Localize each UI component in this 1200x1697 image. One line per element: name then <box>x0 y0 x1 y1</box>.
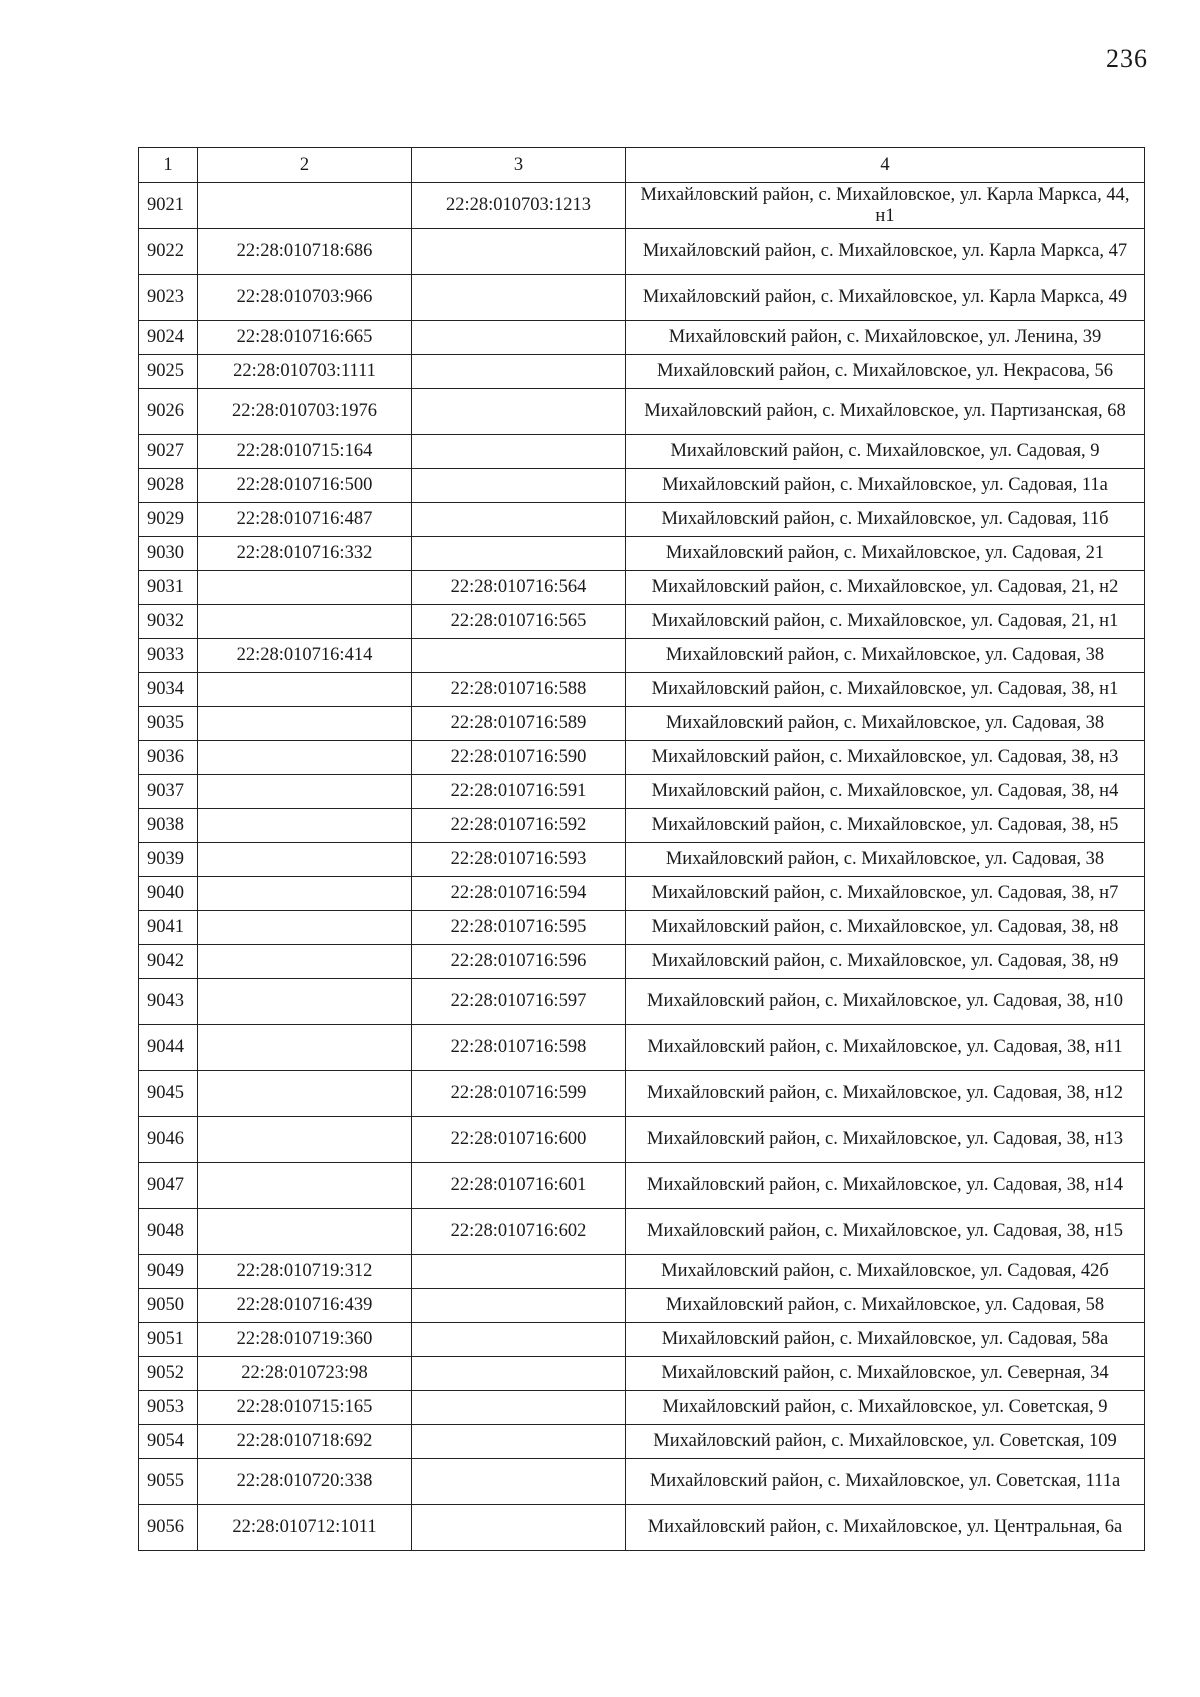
address-cell: Михайловский район, с. Михайловское, ул. Садовая, 38, н12 <box>626 1071 1145 1117</box>
table-row <box>139 537 1145 571</box>
cadastral-number-cell <box>198 1117 412 1163</box>
table-row <box>139 183 1145 229</box>
table-row <box>139 639 1145 673</box>
cadastral-number-cell <box>198 741 412 775</box>
cadastral-number-building-cell: 22:28:010716:592 <box>412 809 626 843</box>
table-row <box>139 469 1145 503</box>
cadastral-number-cell: 22:28:010703:1976 <box>198 389 412 435</box>
row-number-cell: 9027 <box>139 435 198 469</box>
cadastral-number-cell <box>198 707 412 741</box>
cadastral-number-cell: 22:28:010703:966 <box>198 275 412 321</box>
column-header-4: 4 <box>626 148 1145 183</box>
cadastral-number-building-cell <box>412 355 626 389</box>
row-number-cell: 9033 <box>139 639 198 673</box>
cadastral-number-building-cell: 22:28:010716:597 <box>412 979 626 1025</box>
table-row <box>139 321 1145 355</box>
column-header-1: 1 <box>139 148 198 183</box>
row-number-cell: 9052 <box>139 1357 198 1391</box>
row-number-cell: 9028 <box>139 469 198 503</box>
row-number-cell: 9043 <box>139 979 198 1025</box>
cadastral-number-building-cell: 22:28:010716:590 <box>412 741 626 775</box>
cadastral-number-cell: 22:28:010715:165 <box>198 1391 412 1425</box>
address-cell: Михайловский район, с. Михайловское, ул. Карла Маркса, 44, н1 <box>626 183 1145 229</box>
table-row <box>139 435 1145 469</box>
row-number-cell: 9039 <box>139 843 198 877</box>
cadastral-number-cell: 22:28:010716:500 <box>198 469 412 503</box>
address-cell: Михайловский район, с. Михайловское, ул. Садовая, 11а <box>626 469 1145 503</box>
row-number-cell: 9032 <box>139 605 198 639</box>
address-cell: Михайловский район, с. Михайловское, ул. Некрасова, 56 <box>626 355 1145 389</box>
address-cell: Михайловский район, с. Михайловское, ул. Садовая, 38, н11 <box>626 1025 1145 1071</box>
address-cell: Михайловский район, с. Михайловское, ул. Садовая, 38, н4 <box>626 775 1145 809</box>
address-cell: Михайловский район, с. Михайловское, ул. Советская, 9 <box>626 1391 1145 1425</box>
table-row <box>139 1255 1145 1289</box>
table-row <box>139 229 1145 275</box>
row-number-cell: 9035 <box>139 707 198 741</box>
table-row <box>139 503 1145 537</box>
table-row <box>139 1505 1145 1551</box>
table-row <box>139 809 1145 843</box>
cadastral-number-building-cell: 22:28:010716:591 <box>412 775 626 809</box>
table-row <box>139 775 1145 809</box>
row-number-cell: 9054 <box>139 1425 198 1459</box>
address-cell: Михайловский район, с. Михайловское, ул. Садовая, 38, н15 <box>626 1209 1145 1255</box>
cadastral-number-cell: 22:28:010723:98 <box>198 1357 412 1391</box>
cadastral-number-cell: 22:28:010718:692 <box>198 1425 412 1459</box>
row-number-cell: 9050 <box>139 1289 198 1323</box>
table-row <box>139 605 1145 639</box>
cadastral-number-building-cell <box>412 275 626 321</box>
cadastral-number-cell <box>198 809 412 843</box>
cadastral-number-cell <box>198 1209 412 1255</box>
table-header-row <box>139 148 1145 183</box>
cadastral-number-building-cell: 22:28:010703:1213 <box>412 183 626 229</box>
address-cell: Михайловский район, с. Михайловское, ул. Садовая, 58 <box>626 1289 1145 1323</box>
table-row <box>139 1357 1145 1391</box>
cadastral-number-cell <box>198 673 412 707</box>
table-row <box>139 1209 1145 1255</box>
cadastral-number-building-cell: 22:28:010716:601 <box>412 1163 626 1209</box>
table-row <box>139 571 1145 605</box>
cadastral-number-building-cell: 22:28:010716:602 <box>412 1209 626 1255</box>
address-cell: Михайловский район, с. Михайловское, ул. Садовая, 38, н14 <box>626 1163 1145 1209</box>
cadastral-number-building-cell: 22:28:010716:565 <box>412 605 626 639</box>
row-number-cell: 9036 <box>139 741 198 775</box>
page-number: 236 <box>1106 44 1148 73</box>
row-number-cell: 9055 <box>139 1459 198 1505</box>
address-cell: Михайловский район, с. Михайловское, ул. Ленина, 39 <box>626 321 1145 355</box>
row-number-cell: 9053 <box>139 1391 198 1425</box>
cadastral-number-cell: 22:28:010716:665 <box>198 321 412 355</box>
row-number-cell: 9044 <box>139 1025 198 1071</box>
table-row <box>139 945 1145 979</box>
table-row <box>139 275 1145 321</box>
row-number-cell: 9023 <box>139 275 198 321</box>
row-number-cell: 9040 <box>139 877 198 911</box>
cadastral-number-cell <box>198 605 412 639</box>
cadastral-number-building-cell: 22:28:010716:593 <box>412 843 626 877</box>
cadastral-number-building-cell <box>412 321 626 355</box>
cadastral-number-building-cell <box>412 389 626 435</box>
cadastral-number-cell: 22:28:010716:332 <box>198 537 412 571</box>
cadastral-number-cell: 22:28:010716:439 <box>198 1289 412 1323</box>
row-number-cell: 9022 <box>139 229 198 275</box>
cadastral-number-building-cell <box>412 537 626 571</box>
cadastral-number-cell <box>198 877 412 911</box>
cadastral-number-cell: 22:28:010715:164 <box>198 435 412 469</box>
address-cell: Михайловский район, с. Михайловское, ул. Садовая, 58а <box>626 1323 1145 1357</box>
cadastral-number-cell <box>198 911 412 945</box>
row-number-cell: 9049 <box>139 1255 198 1289</box>
cadastral-number-building-cell <box>412 469 626 503</box>
address-cell: Михайловский район, с. Михайловское, ул. Садовая, 38, н10 <box>626 979 1145 1025</box>
table-row <box>139 1163 1145 1209</box>
cadastral-number-building-cell <box>412 1505 626 1551</box>
cadastral-number-building-cell <box>412 435 626 469</box>
registry-table <box>138 147 1145 1551</box>
address-cell: Михайловский район, с. Михайловское, ул. Карла Маркса, 47 <box>626 229 1145 275</box>
table-row <box>139 1071 1145 1117</box>
cadastral-number-cell <box>198 1071 412 1117</box>
row-number-cell: 9037 <box>139 775 198 809</box>
table-row <box>139 1323 1145 1357</box>
address-cell: Михайловский район, с. Михайловское, ул. Садовая, 38, н3 <box>626 741 1145 775</box>
cadastral-number-building-cell: 22:28:010716:596 <box>412 945 626 979</box>
cadastral-number-building-cell <box>412 1391 626 1425</box>
row-number-cell: 9046 <box>139 1117 198 1163</box>
table-row <box>139 1025 1145 1071</box>
row-number-cell: 9041 <box>139 911 198 945</box>
address-cell: Михайловский район, с. Михайловское, ул. Карла Маркса, 49 <box>626 275 1145 321</box>
address-cell: Михайловский район, с. Михайловское, ул. Садовая, 38, н13 <box>626 1117 1145 1163</box>
cadastral-number-cell <box>198 1163 412 1209</box>
cadastral-number-cell: 22:28:010718:686 <box>198 229 412 275</box>
address-cell: Михайловский район, с. Михайловское, ул. Садовая, 38 <box>626 843 1145 877</box>
row-number-cell: 9048 <box>139 1209 198 1255</box>
cadastral-number-building-cell: 22:28:010716:598 <box>412 1025 626 1071</box>
cadastral-number-cell <box>198 183 412 229</box>
address-cell: Михайловский район, с. Михайловское, ул. Садовая, 38 <box>626 707 1145 741</box>
table-row <box>139 741 1145 775</box>
address-cell: Михайловский район, с. Михайловское, ул. Садовая, 21 <box>626 537 1145 571</box>
address-cell: Михайловский район, с. Михайловское, ул. Советская, 111а <box>626 1459 1145 1505</box>
table-row <box>139 389 1145 435</box>
cadastral-number-building-cell: 22:28:010716:600 <box>412 1117 626 1163</box>
cadastral-number-building-cell: 22:28:010716:588 <box>412 673 626 707</box>
address-cell: Михайловский район, с. Михайловское, ул. Садовая, 21, н1 <box>626 605 1145 639</box>
cadastral-number-building-cell <box>412 639 626 673</box>
table-row <box>139 355 1145 389</box>
row-number-cell: 9034 <box>139 673 198 707</box>
cadastral-number-building-cell <box>412 503 626 537</box>
cadastral-number-cell: 22:28:010719:312 <box>198 1255 412 1289</box>
row-number-cell: 9038 <box>139 809 198 843</box>
address-cell: Михайловский район, с. Михайловское, ул. Садовая, 38 <box>626 639 1145 673</box>
row-number-cell: 9045 <box>139 1071 198 1117</box>
cadastral-number-building-cell <box>412 1255 626 1289</box>
address-cell: Михайловский район, с. Михайловское, ул. Садовая, 9 <box>626 435 1145 469</box>
table-row <box>139 707 1145 741</box>
table-row <box>139 673 1145 707</box>
cadastral-number-building-cell: 22:28:010716:599 <box>412 1071 626 1117</box>
row-number-cell: 9031 <box>139 571 198 605</box>
cadastral-number-building-cell: 22:28:010716:564 <box>412 571 626 605</box>
cadastral-number-building-cell: 22:28:010716:595 <box>412 911 626 945</box>
address-cell: Михайловский район, с. Михайловское, ул. Садовая, 38, н1 <box>626 673 1145 707</box>
row-number-cell: 9025 <box>139 355 198 389</box>
row-number-cell: 9024 <box>139 321 198 355</box>
address-cell: Михайловский район, с. Михайловское, ул. Партизанская, 68 <box>626 389 1145 435</box>
column-header-2: 2 <box>198 148 412 183</box>
cadastral-number-cell: 22:28:010716:414 <box>198 639 412 673</box>
cadastral-number-building-cell <box>412 1459 626 1505</box>
cadastral-number-cell <box>198 945 412 979</box>
table-row <box>139 1459 1145 1505</box>
table-row <box>139 1289 1145 1323</box>
cadastral-number-building-cell: 22:28:010716:589 <box>412 707 626 741</box>
cadastral-number-building-cell <box>412 1323 626 1357</box>
table-row <box>139 1117 1145 1163</box>
address-cell: Михайловский район, с. Михайловское, ул. Советская, 109 <box>626 1425 1145 1459</box>
cadastral-number-building-cell <box>412 1425 626 1459</box>
table-row <box>139 843 1145 877</box>
row-number-cell: 9047 <box>139 1163 198 1209</box>
row-number-cell: 9051 <box>139 1323 198 1357</box>
table-row <box>139 979 1145 1025</box>
address-cell: Михайловский район, с. Михайловское, ул. Садовая, 38, н9 <box>626 945 1145 979</box>
cadastral-number-cell: 22:28:010719:360 <box>198 1323 412 1357</box>
cadastral-number-cell <box>198 979 412 1025</box>
table-row <box>139 1425 1145 1459</box>
cadastral-number-building-cell <box>412 1289 626 1323</box>
address-cell: Михайловский район, с. Михайловское, ул. Садовая, 11б <box>626 503 1145 537</box>
table-row <box>139 911 1145 945</box>
row-number-cell: 9029 <box>139 503 198 537</box>
cadastral-number-building-cell <box>412 1357 626 1391</box>
cadastral-number-cell <box>198 1025 412 1071</box>
column-header-3: 3 <box>412 148 626 183</box>
row-number-cell: 9026 <box>139 389 198 435</box>
table-row <box>139 1391 1145 1425</box>
cadastral-number-building-cell <box>412 229 626 275</box>
cadastral-number-cell <box>198 775 412 809</box>
cadastral-number-cell: 22:28:010712:1011 <box>198 1505 412 1551</box>
row-number-cell: 9030 <box>139 537 198 571</box>
row-number-cell: 9056 <box>139 1505 198 1551</box>
cadastral-number-cell: 22:28:010720:338 <box>198 1459 412 1505</box>
address-cell: Михайловский район, с. Михайловское, ул. Центральная, 6а <box>626 1505 1145 1551</box>
row-number-cell: 9042 <box>139 945 198 979</box>
address-cell: Михайловский район, с. Михайловское, ул. Садовая, 21, н2 <box>626 571 1145 605</box>
address-cell: Михайловский район, с. Михайловское, ул. Северная, 34 <box>626 1357 1145 1391</box>
cadastral-number-cell <box>198 843 412 877</box>
row-number-cell: 9021 <box>139 183 198 229</box>
address-cell: Михайловский район, с. Михайловское, ул. Садовая, 38, н5 <box>626 809 1145 843</box>
cadastral-number-cell <box>198 571 412 605</box>
cadastral-number-cell: 22:28:010703:1111 <box>198 355 412 389</box>
address-cell: Михайловский район, с. Михайловское, ул. Садовая, 38, н8 <box>626 911 1145 945</box>
cadastral-number-cell: 22:28:010716:487 <box>198 503 412 537</box>
address-cell: Михайловский район, с. Михайловское, ул. Садовая, 42б <box>626 1255 1145 1289</box>
table-row <box>139 877 1145 911</box>
address-cell: Михайловский район, с. Михайловское, ул. Садовая, 38, н7 <box>626 877 1145 911</box>
cadastral-number-building-cell: 22:28:010716:594 <box>412 877 626 911</box>
